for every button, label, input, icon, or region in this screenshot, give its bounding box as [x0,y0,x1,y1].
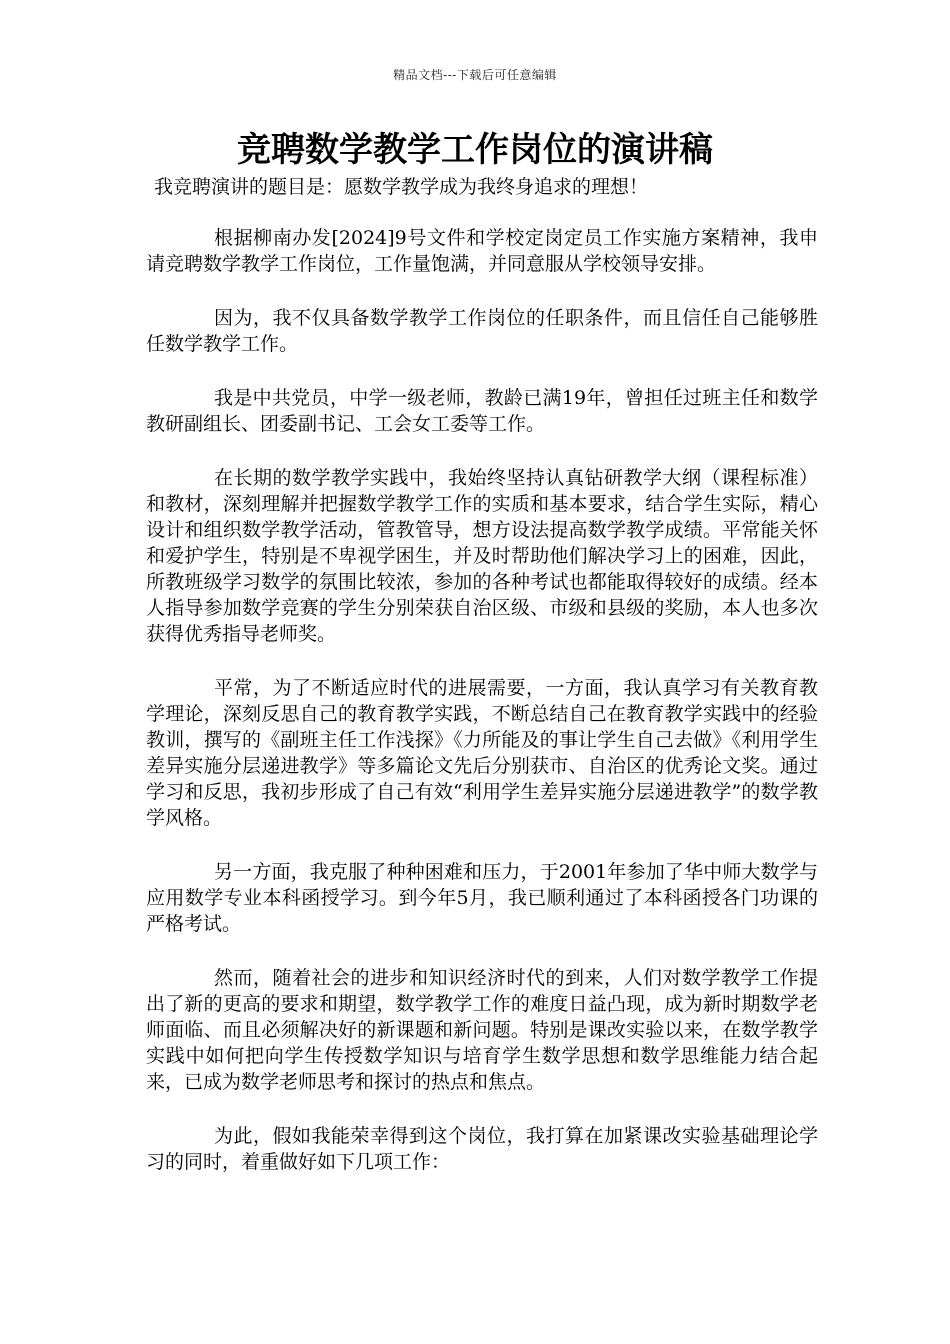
paragraph-1: 根据柳南办发[2024]9号文件和学校定岗定员工作实施方案精神，我申请竞聘数学教学工作岗位，工作量饱满，并同意服从学校领导安排。 [146,227,818,275]
paragraph-5: 平常，为了不断适应时代的进展需要，一方面，我认真学习有关教育教学理论，深刻反思自己的教育教学实践，不断总结自己在教育教学实践中的经验教训，撰写的《副班主任工作浅探》《力所能及的事让学生自己去做》《利用学生差异实施分层递进教学》等多篇论文先后分别获市、自治区的优秀论文奖。通过学习和反思，我初步形成了自己有效“利用学生差异实施分层递进教学”的数学教学风格。 [146,677,818,829]
header-note: 精品文档---下载后可任意编辑 [393,68,557,82]
document-subtitle: 我竞聘演讲的题目是：愿数学教学成为我终身追求的理想！ [154,176,649,198]
document-title: 竞聘数学教学工作岗位的演讲稿 [237,130,713,170]
paragraph-8: 为此，假如我能荣幸得到这个岗位，我打算在加紧课改实验基础理论学习的同时，着重做好如下几项工作： [146,1125,818,1173]
paragraph-7: 然而，随着社会的进步和知识经济时代的到来，人们对数学教学工作提出了新的更高的要求和期望，数学教学工作的难度日益凸现，成为新时期数学老师面临、而且必须解决好的新课题和新问题。特别是课改实验以来，在数学教学实践中如何把向学生传授数学知识与培育学生数学思想和数学思维能力结合起来，已成为数学老师思考和探讨的热点和焦点。 [146,967,818,1093]
paragraph-2: 因为，我不仅具备数学教学工作岗位的任职条件，而且信任自己能够胜任数学教学工作。 [146,307,818,355]
paragraph-4: 在长期的数学教学实践中，我始终坚持认真钻研教学大纲（课程标准）和教材，深刻理解并把握数学教学工作的实质和基本要求，结合学生实际，精心设计和组织数学教学活动，管教管导，想方设法提高数学教学成绩。平常能关怀和爱护学生，特别是不卑视学困生，并及时帮助他们解决学习上的困难，因此，所教班级学习数学的氛围比较浓，参加的各种考试也都能取得较好的成绩。经本人指导参加数学竞赛的学生分别荣获自治区级、市级和县级的奖励，本人也多次获得优秀指导老师奖。 [146,467,818,645]
paragraph-3: 我是中共党员，中学一级老师，教龄已满19年，曾担任过班主任和数学教研副组长、团委副书记、工会女工委等工作。 [146,387,818,435]
paragraph-6: 另一方面，我克服了种种困难和压力，于2001年参加了华中师大数学与应用数学专业本科函授学习。到今年5月，我已顺利通过了本科函授各门功课的严格考试。 [146,861,818,935]
document-body [146,225,818,1203]
